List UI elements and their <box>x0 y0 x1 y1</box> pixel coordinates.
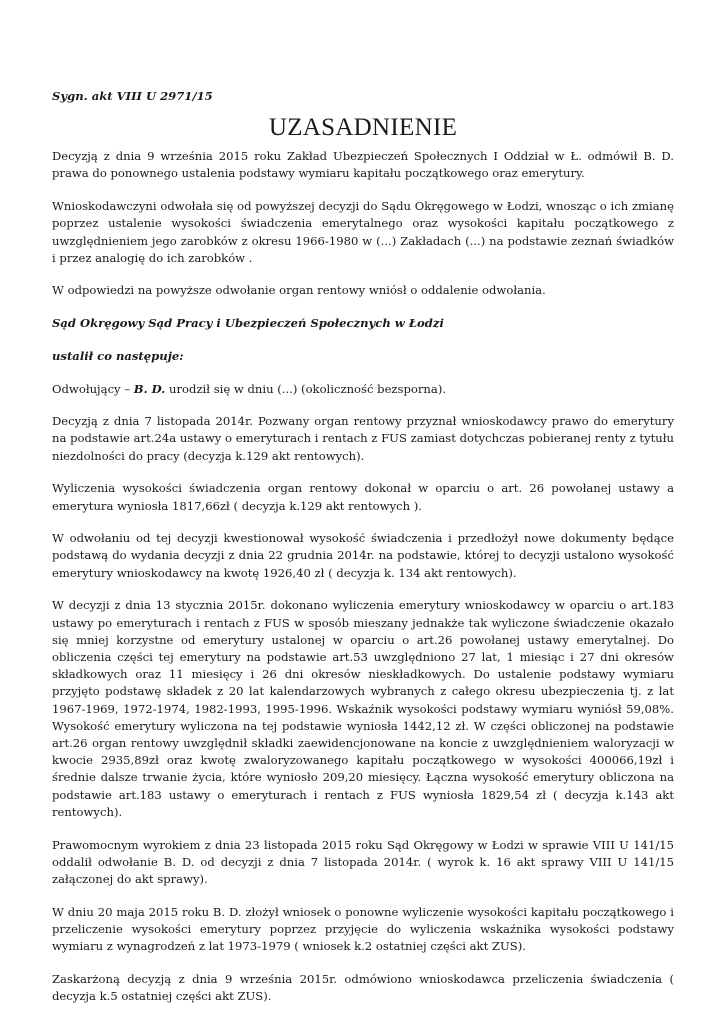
finding-paragraph: Prawomocnym wyrokiem z dnia 23 listopada 2015 roku Sąd Okręgowy w Łodzi w sprawie VIII U 141/15 oddalił odwołanie B. D. od decyzji z dnia 7 listopada 2014r. ( wyrok k. 16 akt sprawy VIII U 141/15 załączonej do akt sprawy). <box>52 837 674 886</box>
finding-paragraph: W decyzji z dnia 13 stycznia 2015r. dokonano wyliczenia emerytury wnioskodawcy w oparciu o art.183 ustawy po emeryturach i rentach z FUS w sposób mieszany jednakże tak wyliczone świadczenie okazało się mniej korzystne od emerytury ustalonej w oparciu o art.26 powołanej ustawy emerytalnej. Do obliczenia części tej emerytury na podstawie art.53 uwzględniono 27 lat, 1 miesiąc i 27 dni okresów składkowych oraz 11 miesięcy i 26 dni okresów nieskładkowych. Do ustalenie podstawy wymiaru przyjęto podstawę składek z 20 lat kalendarzowych wybranych z całego okresu ubezpieczenia tj. z lat 1967-1969, 1972-1974, 1982-1993, 1995-1996. Wskaźnik wysokości podstawy wymiaru wyniósł 59,08%. Wysokość emerytury wyliczona na tej podstawie wyniosła 1442,12 zł. W części obliczonej na podstawie art.26 organ rentowy uwzględnił składki zaewidencjonowane na koncie z uwzględnieniem waloryzacji w kwocie 2935,89zł oraz kwotę zwaloryzowanego kapitału początkowego w wysokości 400066,19zł i średnie dalsze trwanie życia, które wyniosło 209,20 miesięcy. Łączna wysokość emerytury obliczona na podstawie art.183 ustawy o emeryturach i rentach z FUS wyniosła 1829,54 zł ( decyzja k.143 akt rentowych). <box>52 598 674 819</box>
established-heading: ustalił co następuje: <box>52 348 184 363</box>
paragraph: W odpowiedzi na powyższe odwołanie organ rentowy wniósł o oddalenie odwołania. <box>52 283 546 298</box>
finding-paragraph: W odwołaniu od tej decyzji kwestionował wysokość świadczenia i przedłożył nowe dokumenty będące podstawą do wydania decyzji z dnia 22 grudnia 2014r. na podstawie, której to decyzji ustalono wysokość emerytury wnioskodawcy na kwotę 1926,40 zł ( decyzja k. 134 akt rentowych). <box>52 531 674 580</box>
court-heading: Sąd Okręgowy Sąd Pracy i Ubezpieczeń Społecznych w Łodzi <box>52 316 444 331</box>
finding-paragraph: Wyliczenia wysokości świadczenia organ rentowy dokonał w oparciu o art. 26 powołanej ustawy a emerytura wyniosła 1817,66zł ( decyzja k.129 akt rentowych ). <box>52 481 674 513</box>
finding-paragraph: Decyzją z dnia 7 listopada 2014r. Pozwany organ rentowy przyznał wnioskodawcy prawo do emerytury na podstawie art.24a ustawy o emeryturach i rentach z FUS zamiast dotychczas pobieranej renty z tytułu niezdolności do pracy (decyzja k.129 akt rentowych). <box>52 414 674 463</box>
appellant-prefix: Odwołujący – <box>52 381 134 396</box>
appellant-suffix: urodził się w dniu (...) (okoliczność bezsporna). <box>165 381 447 396</box>
finding-paragraph: Zaskarżoną decyzją z dnia 9 września 2015r. odmówiono wnioskodawca przeliczenia świadczenia ( decyzja k.5 ostatniej części akt ZUS). <box>52 971 674 1003</box>
document-page <box>52 88 674 1021</box>
appellant-name: B. D. <box>133 381 166 396</box>
case-number: Sygn. akt VIII U 2971/15 <box>52 89 213 103</box>
document-title: UZASADNIENIE <box>268 114 458 142</box>
paragraph: Wnioskodawczyni odwołała się od powyższej decyzji do Sądu Okręgowego w Łodzi, wnosząc o ich zmianę poprzez ustalenie wysokości świadczenia emerytalnego oraz wysokości kapitału początkowego z uwzględnieniem jego zarobków z okresu 1966-1980 w (...) Zakładach (...) na podstawie zeznań świadków i przez analogię do ich zarobków . <box>52 199 674 265</box>
paragraph: Decyzją z dnia 9 września 2015 roku Zakład Ubezpieczeń Społecznych I Oddział w Ł. odmówił B. D. prawa do ponownego ustalenia podstawy wymiaru kapitału początkowego oraz emerytury. <box>52 149 674 181</box>
finding-paragraph: W dniu 20 maja 2015 roku B. D. złożył wniosek o ponowne wyliczenie wysokości kapitału początkowego i przeliczenie wysokości emerytury poprzez przyjęcie do wyliczenia wskaźnika wysokości podstawy wymiaru z wynagrodzeń z lat 1973-1979 ( wniosek k.2 ostatniej części akt ZUS). <box>52 904 674 954</box>
appellant-paragraph <box>52 381 674 398</box>
